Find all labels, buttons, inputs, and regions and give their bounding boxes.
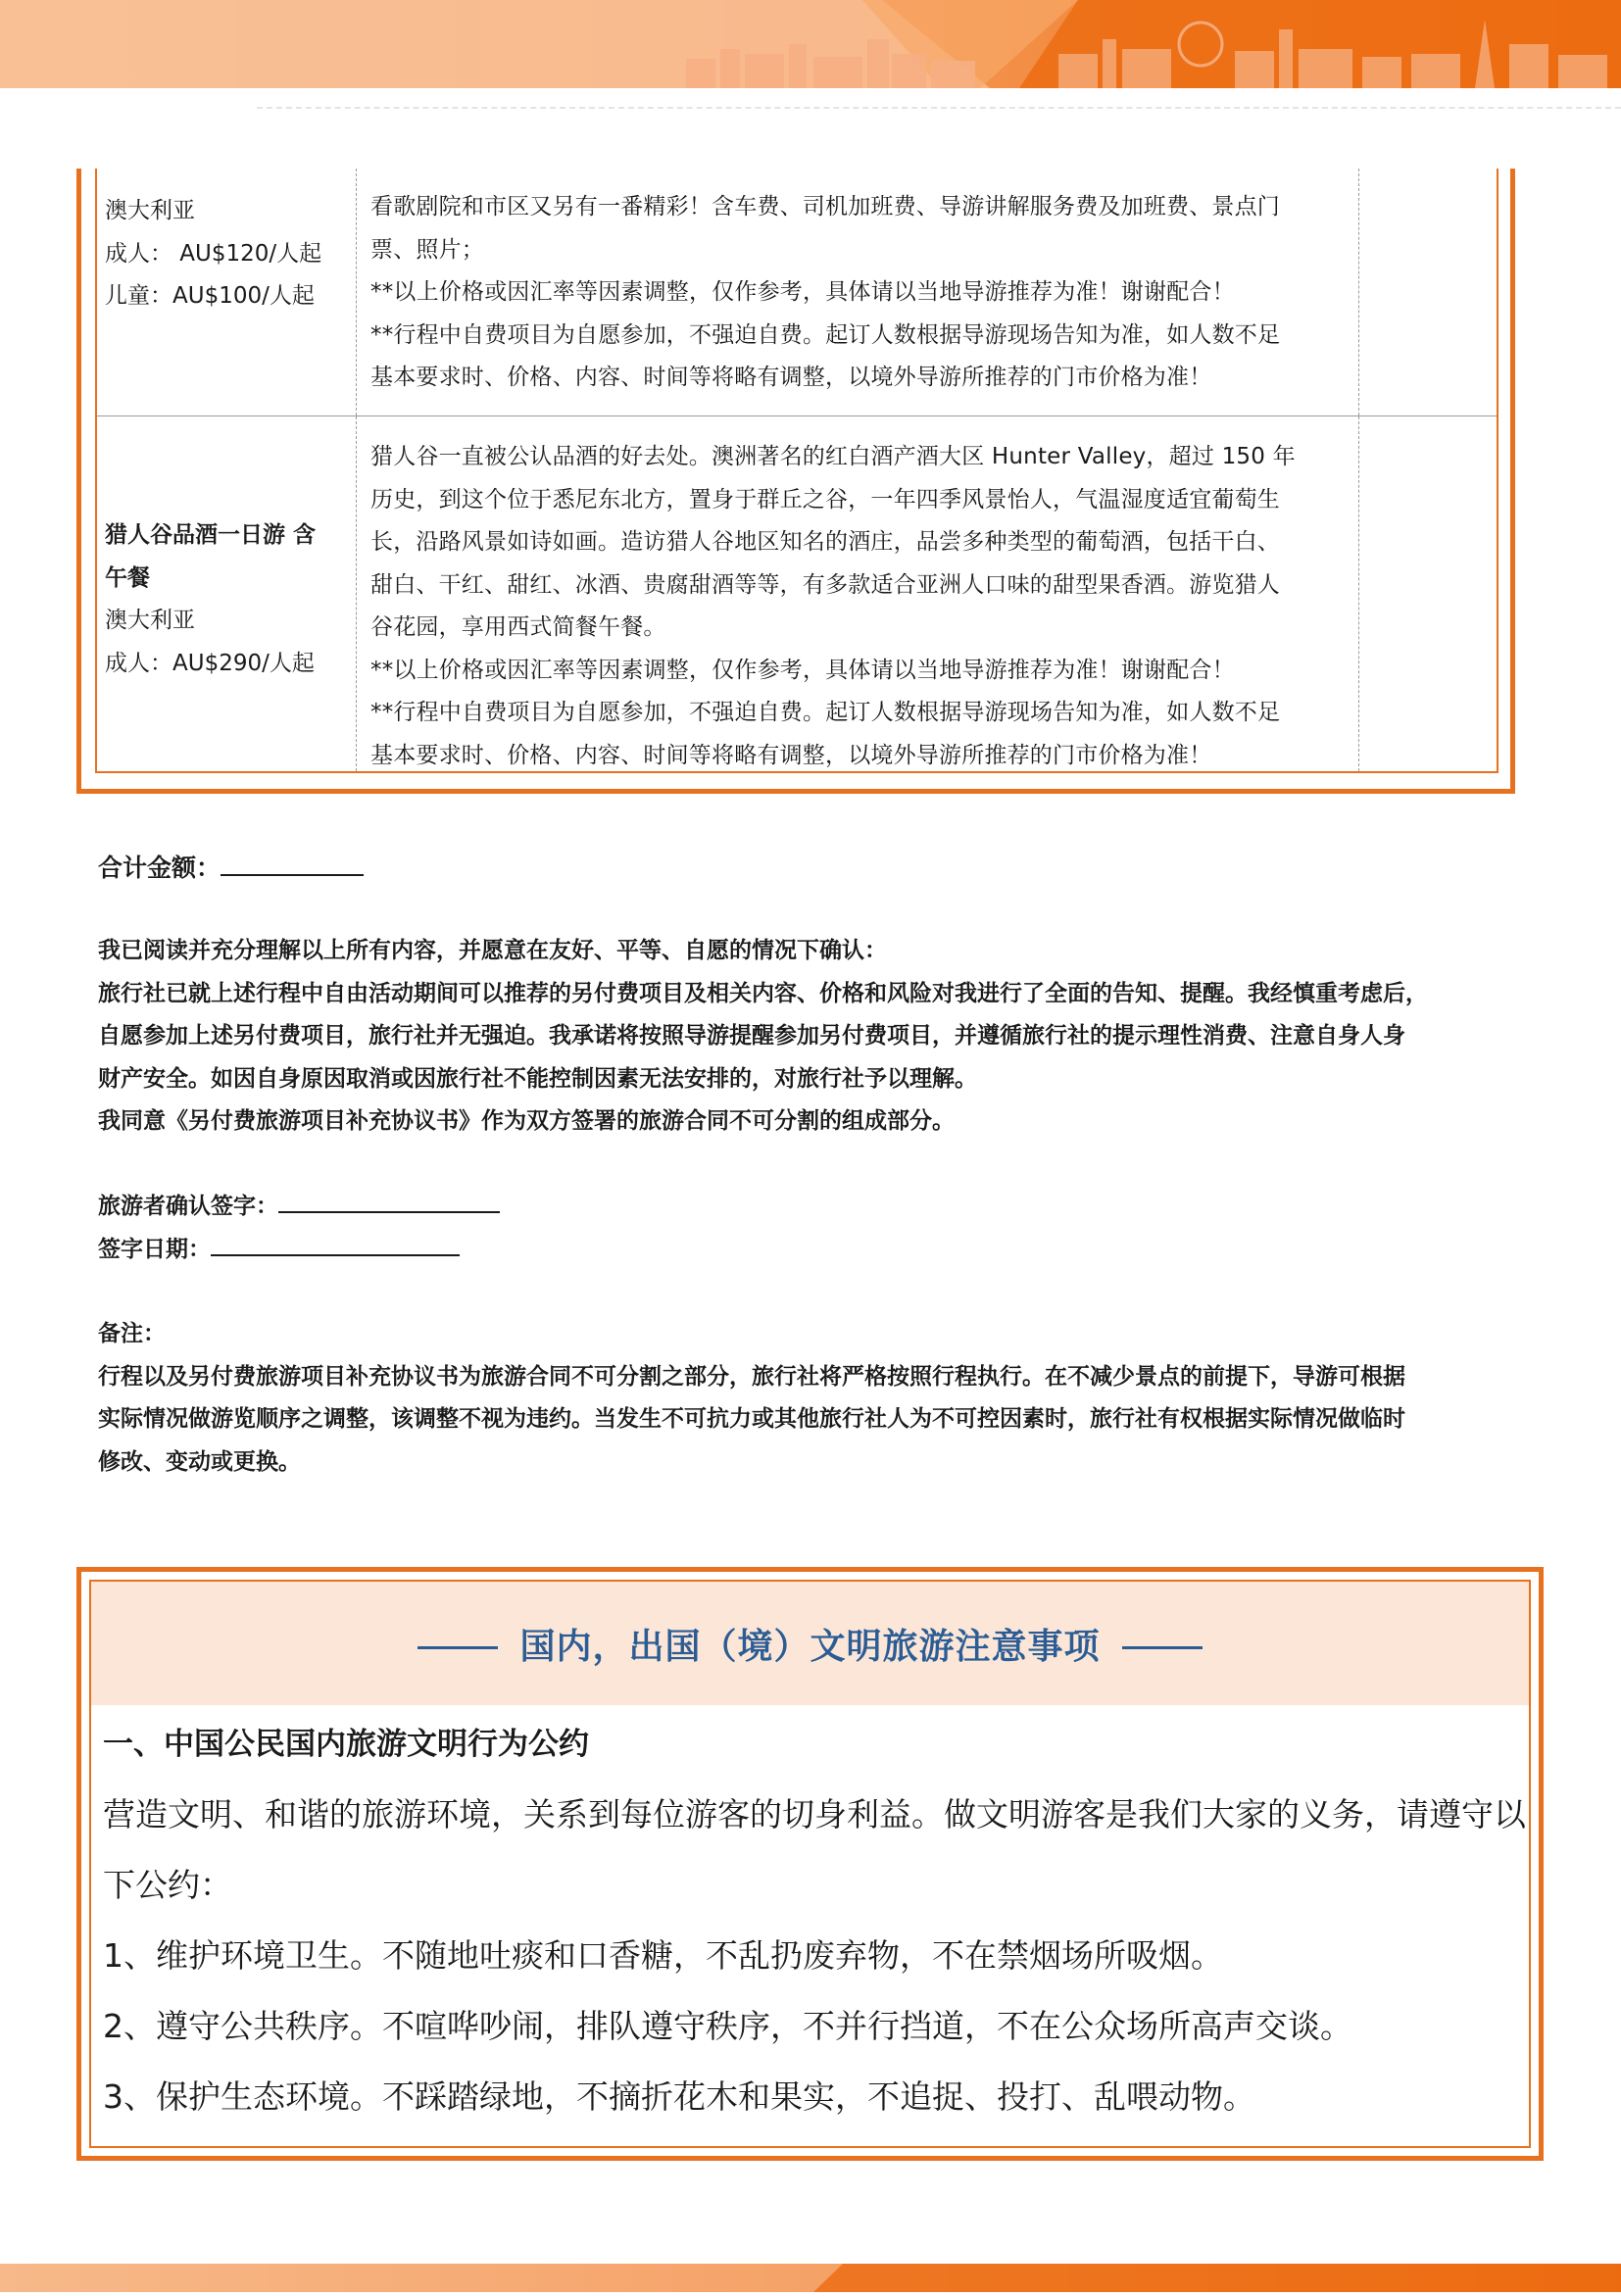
etiquette-line: 下公约： [103, 1866, 232, 1904]
item-description-cell [356, 416, 1359, 771]
item-price-child: 儿童：AU$100/人起 [105, 283, 315, 309]
signature-section [98, 1186, 1529, 1271]
confirmation-line: 旅行社已就上述行程中自由活动期间可以推荐的另付费项目及相关内容、价格和风险对我进行了全面的告知、提醒。我经慎重考虑后， [98, 980, 1428, 1006]
header-banner [0, 0, 1621, 88]
signer-label: 旅游者确认签字： [98, 1194, 278, 1219]
confirmation-line: 自愿参加上述另付费项目，旅行社并无强迫。我承诺将按照导游提醒参加另付费项目，并遵循旅行社的提示理性消费、注意自身人身 [98, 1023, 1405, 1049]
itinerary-table-inner [95, 169, 1498, 773]
description-line: 长，沿路风景如诗如画。造访猎人谷地区知名的酒庄，品尝多种类型的葡萄酒，包括干白、 [370, 529, 1280, 555]
confirmation-line: 我已阅读并充分理解以上所有内容，并愿意在友好、平等、自愿的情况下确认： [98, 938, 887, 963]
description-line: 历史，到这个位于悉尼东北方，置身于群丘之谷，一年四季风景怡人，气温湿度适宜葡萄生 [370, 486, 1280, 513]
total-label: 合计金额： [98, 854, 221, 882]
footer-stripe [0, 2264, 1621, 2292]
notes-label: 备注： [98, 1321, 166, 1346]
etiquette-line: 2、遵守公共秩序。不喧哗吵闹，排队遵守秩序，不并行挡道，不在公众场所高声交谈。 [103, 2007, 1352, 2045]
notes-line: 修改、变动或更换。 [98, 1448, 301, 1475]
title-dash-right [1122, 1646, 1203, 1649]
confirmation-line: 财产安全。如因自身原因取消或因旅行社不能控制因素无法安排的，对旅行社予以理解。 [98, 1065, 977, 1092]
description-line: 甜白、干红、甜红、冰酒、贵腐甜酒等等，有多款适合亚洲人口味的甜型果香酒。游览猎人 [370, 571, 1280, 598]
table-row [97, 416, 1497, 771]
description-line: 猎人谷一直被公认品酒的好去处。澳洲著名的红白酒产酒大区 Hunter Valley，超过 150 年 [370, 444, 1296, 469]
etiquette-body [91, 1705, 1529, 2146]
notes-line: 实际情况做游览顺序之调整，该调整不视为违约。当发生不可抗力或其他旅行社人为不可控因素时，旅行社有权根据实际情况做临时 [98, 1406, 1405, 1432]
etiquette-subtitle: 一、中国公民国内旅游文明行为公约 [103, 1727, 589, 1762]
notes-line: 行程以及另付费旅游项目补充协议书为旅游合同不可分割之部分，旅行社将严格按照行程执行。在不减少景点的前提下，导游可根据 [98, 1363, 1405, 1390]
etiquette-line: 1、维护环境卫生。不随地吐痰和口香糖，不乱扔废弃物，不在禁烟场所吸烟。 [103, 1936, 1223, 1975]
item-description-cell [356, 169, 1359, 415]
etiquette-text [103, 1780, 1526, 2132]
etiquette-section [76, 1567, 1544, 2161]
item-extra-cell [1359, 416, 1497, 771]
item-title-line: 午餐 [105, 564, 150, 591]
description-line: 基本要求时、价格、内容、时间等将略有调整，以境外导游所推荐的门市价格为准！ [370, 365, 1212, 390]
city-skyline-banner [0, 0, 1621, 88]
etiquette-header [91, 1582, 1529, 1705]
item-name-cell [97, 169, 356, 415]
description-line: 谷花园，享用西式简餐午餐。 [370, 614, 666, 640]
etiquette-line: 营造文明、和谐的旅游环境，关系到每位游客的切身利益。做文明游客是我们大家的义务，请遵守以 [103, 1795, 1526, 1833]
date-label: 签字日期： [98, 1236, 211, 1262]
etiquette-line: 3、保护生态环境。不踩踏绿地，不摘折花木和果实，不追捉、投打、乱喂动物。 [103, 2077, 1255, 2116]
item-name-line: 澳大利亚 [105, 608, 195, 633]
itinerary-table [76, 169, 1515, 794]
item-price-adult: 成人：AU$290/人起 [105, 650, 315, 676]
item-name-cell [97, 416, 356, 771]
signature-field[interactable] [278, 1188, 500, 1213]
item-price-adult: 成人： AU$120/人起 [105, 240, 322, 267]
footer-bar [0, 2264, 1621, 2292]
item-title-line: 猎人谷品酒一日游 含 [105, 522, 317, 548]
confirmation-line: 我同意《另付费旅游项目补充协议书》作为双方签署的旅游合同不可分割的组成部分。 [98, 1108, 955, 1134]
description-line: **以上价格或因汇率等因素调整，仅作参考，具体请以当地导游推荐为准！谢谢配合！ [370, 279, 1235, 305]
item-extra-cell [1359, 169, 1497, 415]
description-line: **以上价格或因汇率等因素调整，仅作参考，具体请以当地导游推荐为准！谢谢配合！ [370, 657, 1235, 683]
date-field[interactable] [211, 1231, 460, 1256]
etiquette-title [396, 1619, 1223, 1669]
total-amount [98, 847, 1529, 890]
total-amount-field[interactable] [221, 851, 364, 876]
notes-section [98, 1313, 1529, 1484]
etiquette-section-inner [89, 1580, 1531, 2148]
header-divider [257, 107, 1621, 109]
description-line: 看歌剧院和市区又另有一番精彩！含车费、司机加班费、导游讲解服务费及加班费、景点门 [370, 194, 1280, 220]
title-dash-left [418, 1646, 498, 1649]
description-line: **行程中自费项目为自愿参加，不强迫自费。起订人数根据导游现场告知为准，如人数不足 [370, 700, 1281, 725]
etiquette-title-text: 国内，出国（境）文明旅游注意事项 [519, 1626, 1101, 1667]
item-name-line: 澳大利亚 [105, 198, 195, 223]
description-line: **行程中自费项目为自愿参加，不强迫自费。起订人数根据导游现场告知为准，如人数不足 [370, 321, 1281, 348]
confirmation-statement [98, 930, 1529, 1144]
table-row [97, 169, 1497, 416]
description-line: 基本要求时、价格、内容、时间等将略有调整，以境外导游所推荐的门市价格为准！ [370, 742, 1212, 768]
description-line: 票、照片； [370, 236, 484, 263]
